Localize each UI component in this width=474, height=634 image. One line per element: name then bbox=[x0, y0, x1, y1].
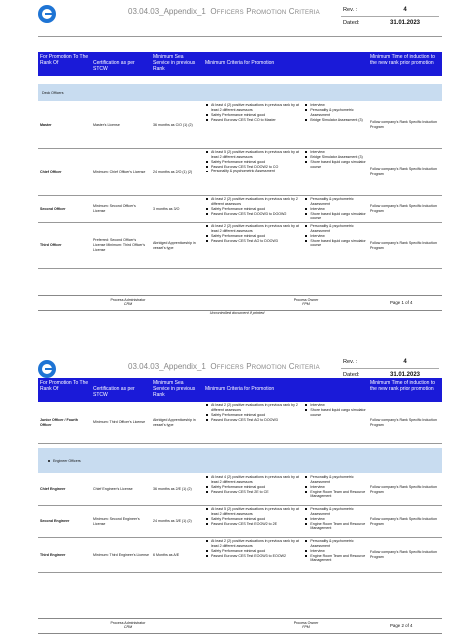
criteria-item: Interview bbox=[310, 403, 366, 408]
criteria-right-list bbox=[304, 197, 366, 221]
admin-value: CRM bbox=[123, 302, 133, 306]
criteria-item: At least 2 (2) positive evaluations in previous rank by at least 2 different assessors bbox=[211, 224, 304, 234]
criteria-cell bbox=[203, 149, 368, 195]
criteria-item: Personality & psychometric Assessment bbox=[310, 197, 366, 207]
criteria-right-list bbox=[304, 403, 366, 442]
criteria-left-list bbox=[205, 539, 304, 571]
criteria-item: Passed Euronav CES Test DOOW3 to DOOW2 bbox=[211, 212, 304, 217]
col-cert: Certification as per STCW bbox=[93, 386, 135, 398]
company-logo-icon bbox=[38, 5, 56, 23]
criteria-left-list bbox=[205, 197, 304, 221]
criteria-left-list bbox=[205, 103, 304, 147]
dated-value: 31.01.2023 bbox=[389, 372, 421, 378]
criteria-right-list bbox=[304, 539, 366, 571]
col-sea: Minimum Sea Service in previous Rank bbox=[153, 380, 196, 398]
table-header bbox=[38, 378, 442, 402]
criteria-left-list bbox=[205, 507, 304, 536]
criteria-item: Safety Performance minimal good bbox=[211, 207, 304, 212]
criteria-cell bbox=[203, 102, 368, 148]
criteria-item: Engine Room Team and Resource Management bbox=[310, 521, 366, 531]
criteria-right-list bbox=[304, 224, 366, 267]
col-sea: Minimum Sea Service in previous Rank bbox=[153, 54, 196, 72]
induction-cell: Follow company's Rank Specific Induction Program bbox=[370, 417, 438, 427]
criteria-item: Safety Performance minimal good bbox=[211, 517, 304, 522]
admin-label: Process Administrator bbox=[110, 621, 146, 625]
induction-cell: Follow company's Rank Specific Induction Program bbox=[370, 204, 438, 213]
sea-service-cell: Abridged Apprenticeship in vessel's type bbox=[153, 240, 196, 250]
criteria-item: Personality & psychometric Assessment bbox=[310, 539, 366, 549]
criteria-item: Passed Euronav CES Test EOOW2 to 2E bbox=[211, 522, 304, 527]
criteria-item: Passed Euronav CES Test EOOW3 to EOOW2 bbox=[211, 554, 304, 559]
section-deck-officers: Deck Officers bbox=[38, 84, 442, 101]
criteria-item: At least 5 (2) positive evaluations in previous rank by at least 2 different assessors bbox=[211, 150, 304, 160]
col-criteria: Minimum Criteria for Promotion bbox=[205, 60, 275, 66]
criteria-item: Bridge Simulator Assessment (3) bbox=[310, 118, 366, 123]
rank-cell: Second Officer bbox=[40, 206, 66, 211]
cert-cell: Chief Engineer's License bbox=[93, 487, 133, 492]
criteria-left-list bbox=[205, 150, 304, 194]
page-number: Page 1 of 4 bbox=[390, 300, 413, 305]
criteria-cell bbox=[203, 474, 368, 505]
rank-cell: Chief Officer bbox=[40, 169, 62, 174]
criteria-item: Interview bbox=[310, 549, 366, 554]
owner-label: Process Owner bbox=[293, 298, 319, 302]
induction-cell: Follow company's Rank Specific Induction Program bbox=[370, 550, 438, 559]
sea-service-cell: 24 months as 3/E (1) (2) bbox=[153, 519, 192, 524]
criteria-item: Passed Euronav CES Test CO to Master bbox=[211, 118, 304, 123]
rank-cell: Chief Engineer bbox=[40, 487, 66, 492]
admin-label: Process Administrator bbox=[110, 298, 146, 302]
criteria-item: Safety Performance minimal good bbox=[211, 113, 304, 118]
criteria-item: At least 4 (2) positive evaluations in previous rank by at least 2 different assessors bbox=[211, 475, 304, 485]
cert-cell: Master's License bbox=[93, 122, 120, 127]
criteria-right-list bbox=[304, 103, 366, 147]
criteria-item: Engine Room Team and Resource Management bbox=[310, 553, 366, 563]
table-row bbox=[38, 196, 442, 223]
owner-label: Process Owner bbox=[293, 621, 319, 625]
col-induction: Minimum Time of induction to the new rank prior promotion bbox=[370, 54, 436, 66]
criteria-item: Passed Euronav CES Test DOOW2 to CO bbox=[211, 165, 304, 170]
induction-cell: Follow company's Rank Specific Induction Program bbox=[370, 516, 438, 526]
criteria-item: Interview bbox=[310, 517, 366, 522]
table-row bbox=[38, 102, 442, 149]
criteria-item: Interview bbox=[310, 207, 366, 212]
criteria-left-list bbox=[205, 403, 304, 442]
table-header bbox=[38, 52, 442, 76]
criteria-item: At least 5 (2) positive evaluations in previous rank by at least 2 different assessors bbox=[211, 507, 304, 517]
criteria-item: Shore based liquid cargo simulator course bbox=[310, 238, 366, 248]
cert-cell: Minimum: Second Engineer's License bbox=[93, 516, 140, 526]
uncontrolled-note: Uncontrolled document if printed bbox=[209, 311, 265, 315]
criteria-item: Safety Performance minimal good bbox=[211, 160, 304, 165]
criteria-item: Safety Performance minimal good bbox=[211, 234, 304, 239]
criteria-cell bbox=[203, 538, 368, 572]
criteria-right-list bbox=[304, 507, 366, 536]
criteria-item: Interview bbox=[310, 485, 366, 490]
criteria-cell bbox=[203, 402, 368, 443]
criteria-item: Safety Performance minimal good bbox=[211, 549, 304, 554]
table-row bbox=[38, 223, 442, 269]
criteria-item: Engine Room Team and Resource Management bbox=[310, 489, 366, 499]
col-criteria: Minimum Criteria for Promotion bbox=[205, 386, 275, 392]
criteria-item: Safety Performance minimal good bbox=[211, 413, 304, 418]
sea-service-cell: Abridged Apprenticeship in vessel's type bbox=[153, 417, 196, 427]
company-logo-icon bbox=[38, 360, 56, 378]
criteria-item: Shore based liquid cargo simulator course bbox=[310, 211, 366, 221]
criteria-left-list bbox=[205, 224, 304, 267]
sea-service-cell: 6 Months as A/E bbox=[153, 552, 180, 557]
rank-cell: Junior Officer / Fourth Officer bbox=[40, 417, 78, 427]
rank-cell: Second Engineer bbox=[40, 519, 70, 524]
divider bbox=[38, 36, 442, 37]
criteria-item: Safety Performance minimal good bbox=[211, 485, 304, 490]
table-row bbox=[38, 474, 442, 506]
criteria-right-list bbox=[304, 150, 366, 194]
criteria-item: Interview bbox=[310, 234, 366, 239]
induction-cell: Follow company's Rank Specific Induction Program bbox=[370, 484, 438, 494]
section-engineer-officers bbox=[38, 448, 442, 473]
owner-value: FPM bbox=[302, 302, 310, 306]
criteria-cell bbox=[203, 223, 368, 268]
criteria-item: Personality & psychometric Assessment bbox=[310, 224, 366, 234]
criteria-item: Personality & psychometric Assessment bbox=[310, 108, 366, 118]
induction-cell: Follow company's Rank Specific Induction Program bbox=[370, 167, 438, 176]
induction-cell: Follow company's Rank Specific Induction Program bbox=[370, 120, 438, 129]
criteria-item: Personality & psychometric Assessment bbox=[310, 475, 366, 485]
rank-cell: Third Officer bbox=[40, 243, 62, 248]
criteria-item: Passed Euronav CES Test AO to DOOW3 bbox=[211, 239, 304, 244]
criteria-item: At least 4 (2) positive evaluations in previous rank by at least 2 different assessors bbox=[211, 103, 304, 113]
criteria-item: At least 2 (2) positive evaluations in previous rank by 2 different assessors bbox=[211, 197, 304, 207]
criteria-item: Personality & psychometric Assessment bbox=[310, 507, 366, 517]
induction-cell: Follow company's Rank Specific Induction Program bbox=[370, 240, 438, 250]
col-rank: For Promotion To The Rank Of bbox=[40, 380, 89, 392]
sea-service-cell: 3 months as 3/O bbox=[153, 206, 180, 211]
sea-service-cell: 36 months as C/O (1) (2) bbox=[153, 122, 193, 127]
rev-label: Rev. : bbox=[343, 7, 358, 13]
criteria-item: Interview bbox=[310, 150, 366, 155]
bullet-icon bbox=[48, 460, 50, 462]
cert-cell: Minimum: Chief Officer's License bbox=[93, 169, 146, 174]
rank-cell: Third Engineer bbox=[40, 552, 66, 557]
revision-box bbox=[341, 4, 439, 34]
doc-title: 03.04.03_Appendix_1 Officers Promotion Criteria bbox=[128, 7, 320, 16]
cert-cell: Minimum: Second Officer's License bbox=[93, 204, 136, 213]
col-cert: Certification as per STCW bbox=[93, 60, 135, 72]
section-label: Engineer Officers bbox=[53, 458, 81, 463]
page-number: Page 2 of 4 bbox=[390, 623, 413, 628]
criteria-cell bbox=[203, 196, 368, 222]
table-row bbox=[38, 149, 442, 196]
dated-label: Dated: bbox=[343, 372, 360, 378]
rev-label: Rev. : bbox=[343, 359, 358, 365]
sea-service-cell: 36 months as 2/E (1) (2) bbox=[153, 487, 192, 492]
criteria-item: Interview bbox=[310, 103, 366, 108]
criteria-item: At least 2 (2) positive evaluations in previous rank by at least 2 different assessors bbox=[211, 539, 304, 549]
criteria-item: Shore based liquid cargo simulator course bbox=[310, 159, 366, 169]
cert-cell: Minimum: Third Engineer's License bbox=[93, 552, 149, 557]
criteria-item: Shore based liquid cargo simulator course bbox=[310, 407, 366, 417]
admin-value: CRM bbox=[123, 625, 133, 629]
document-page-1 bbox=[0, 0, 474, 316]
criteria-cell bbox=[203, 506, 368, 537]
doc-title: 03.04.03_Appendix_1 Officers Promotion Criteria bbox=[128, 362, 320, 371]
page-footer bbox=[38, 295, 442, 311]
col-induction: Minimum Time of induction to the new rank prior promotion bbox=[370, 380, 436, 392]
criteria-item: Passed Euronav CES Test AO to DOOW3 bbox=[211, 418, 304, 423]
rev-value: 4 bbox=[403, 7, 407, 13]
dated-label: Dated: bbox=[343, 20, 360, 26]
cert-cell: Minimum: Third Officer's License bbox=[93, 420, 146, 425]
owner-value: FPM bbox=[302, 625, 310, 629]
sea-service-cell: 24 months as 2/O (1) (2) bbox=[153, 169, 193, 174]
rank-cell: Master bbox=[40, 122, 52, 127]
rev-value: 4 bbox=[403, 359, 407, 365]
dated-value: 31.01.2023 bbox=[389, 20, 421, 26]
document-page-2 bbox=[0, 316, 474, 632]
col-rank: For Promotion To The Rank Of bbox=[40, 54, 89, 66]
criteria-item: At least 2 (2) positive evaluations in previous rank by 2 different assessors bbox=[211, 403, 304, 413]
table-row bbox=[38, 538, 442, 573]
criteria-item: Bridge Simulator Assessment (3) bbox=[310, 155, 366, 160]
criteria-left-list bbox=[205, 475, 304, 504]
table-row bbox=[38, 402, 442, 444]
criteria-right-list bbox=[304, 475, 366, 504]
table-row bbox=[38, 506, 442, 538]
cert-cell: Preferred: Second Officer's License Minimum: Third Officer's License bbox=[93, 238, 146, 252]
criteria-item: Personality & psychometric Assessment bbox=[211, 169, 304, 174]
criteria-item: Passed Euronav CES Test 2E to CE bbox=[211, 490, 304, 495]
